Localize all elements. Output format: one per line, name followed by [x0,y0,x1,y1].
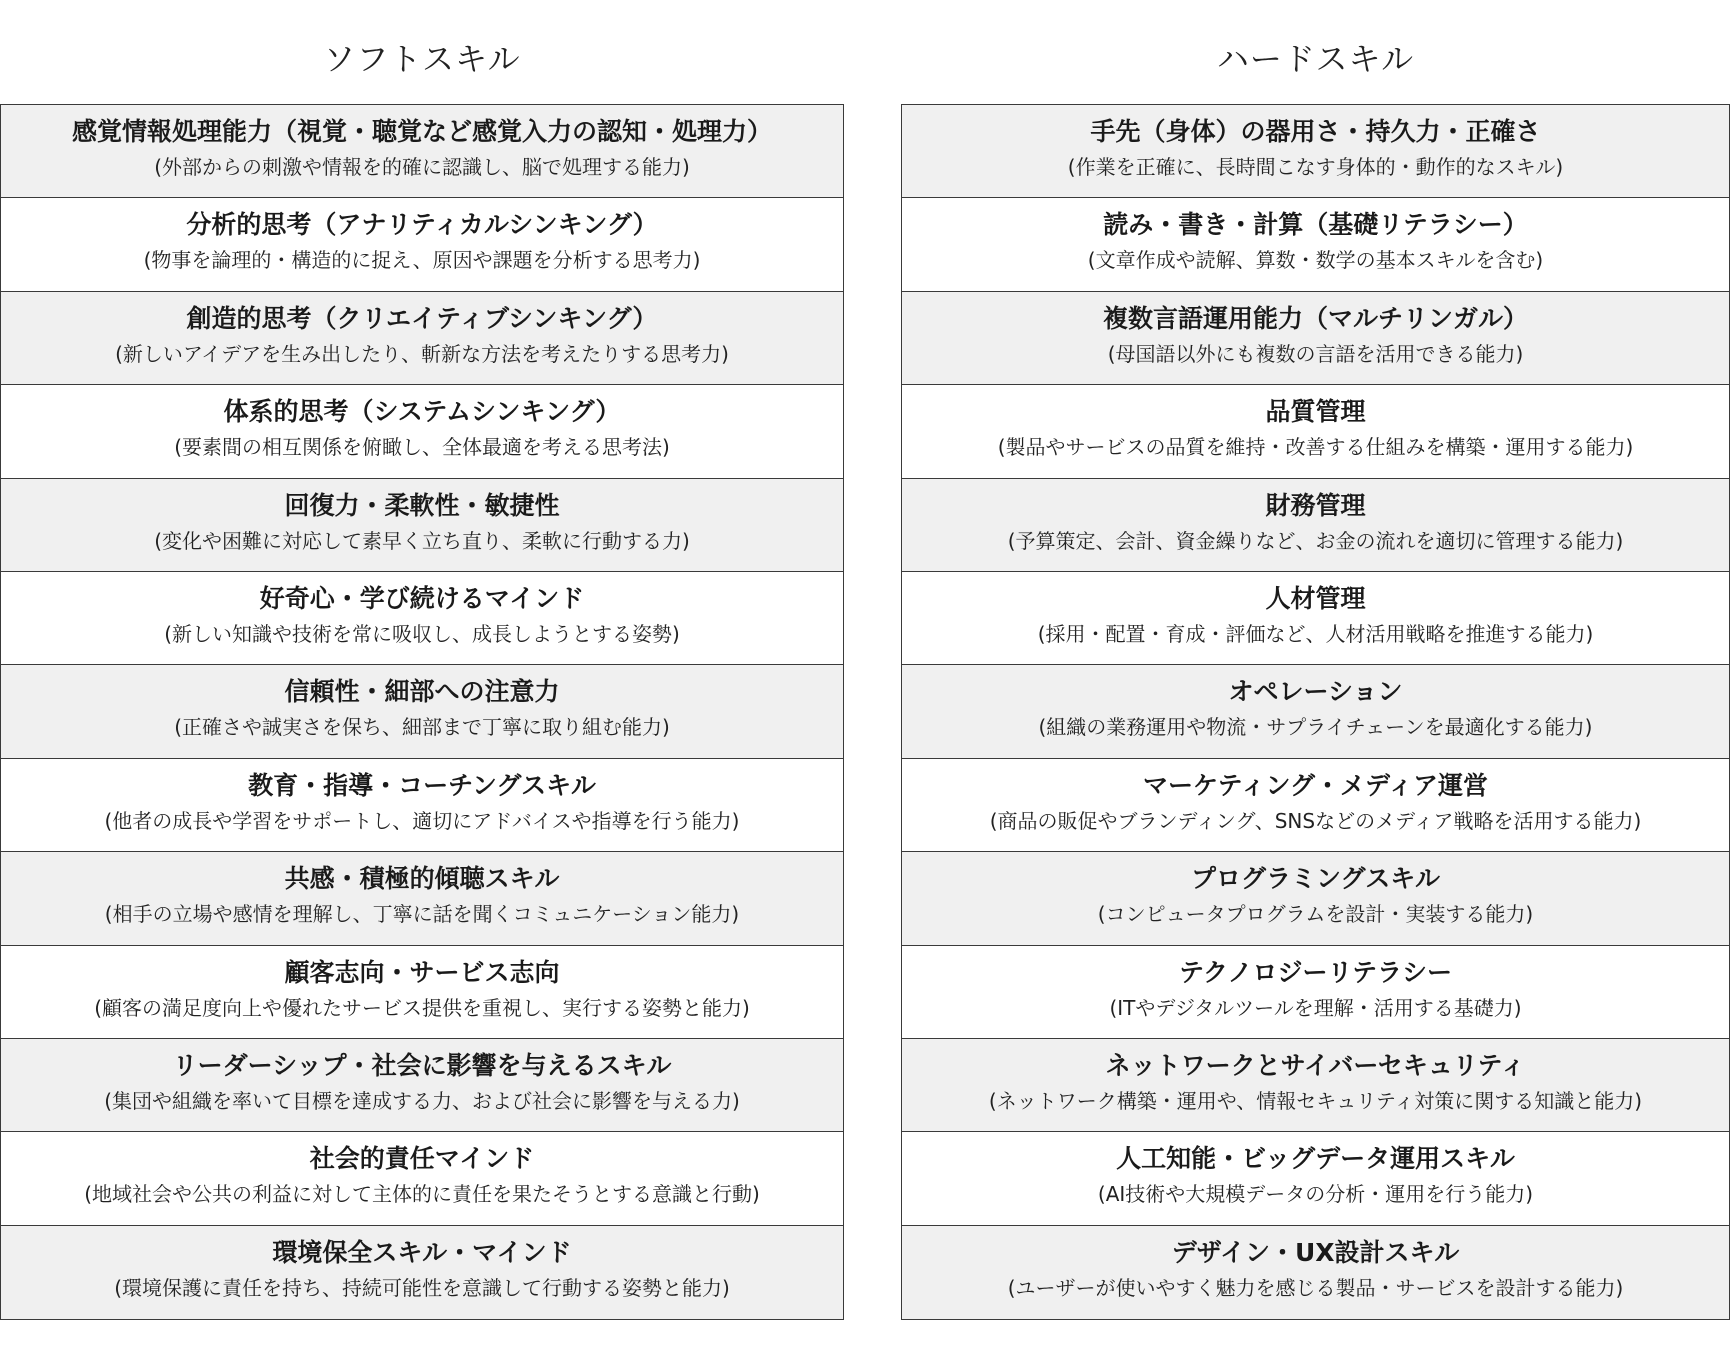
skill-description: (組織の業務運用や物流・サプライチェーンを最適化する能力) [1038,715,1593,740]
skill-description: (新しいアイデアを生み出したり、斬新な方法を考えたりする思考力) [115,341,729,366]
skill-title: 読み・書き・計算（基礎リテラシー） [1103,210,1528,240]
skill-description: (相手の立場や感情を理解し、丁寧に話を聞くコミュニケーション能力) [104,902,740,927]
table-row [902,1039,1729,1132]
skill-title: 分析的思考（アナリティカルシンキング） [186,210,658,240]
skill-title: 信頼性・細部への注意力 [284,677,560,707]
skill-description: (新しい知識や技術を常に吸収し、成長しようとする姿勢) [164,621,680,646]
skill-title: 人工知能・ビッグデータ運用スキル [1116,1144,1515,1174]
skill-title: 顧客志向・サービス志向 [284,957,560,987]
table-row [1,759,843,852]
skill-title: 感覚情報処理能力（視覚・聴覚など感覚入力の認知・処理力） [71,117,772,146]
table-row [1,572,843,665]
skill-description: (コンピュータプログラムを設計・実装する能力) [1097,902,1534,927]
table-row [902,1226,1729,1319]
skill-description: (環境保護に責任を持ち、持続可能性を意識して行動する姿勢と能力) [114,1275,730,1300]
skill-title: プログラミングスキル [1190,864,1440,894]
table-row [902,198,1729,291]
skill-description: (要素間の相互関係を俯瞰し、全体最適を考える思考法) [174,435,670,460]
table-row [1,946,843,1039]
table-row [1,1039,843,1132]
skill-description: (母国語以外にも複数の言語を活用できる能力) [1107,341,1524,366]
skill-description: (顧客の満足度向上や優れたサービス提供を重視し、実行する姿勢と能力) [94,995,750,1020]
table-row [902,385,1729,478]
skill-description: (ITやデジタルツールを理解・活用する基礎力) [1109,995,1522,1020]
skill-description: (変化や困難に対応して素早く立ち直り、柔軟に行動する力) [154,528,690,553]
table-row [902,572,1729,665]
skill-description: (物事を論理的・構造的に捉え、原因や課題を分析する思考力) [143,248,701,273]
table-row [902,105,1729,198]
skill-description: (文章作成や読解、算数・数学の基本スキルを含む) [1087,248,1544,273]
table-row [1,1132,843,1225]
skill-title: 品質管理 [1265,397,1366,427]
table-row [1,105,843,198]
skill-title: テクノロジーリテラシー [1178,957,1452,987]
hard-skills-heading: ハードスキル [1216,40,1415,78]
soft-skills-table [0,104,844,1320]
skill-description: (商品の販促やブランディング、SNSなどのメディア戦略を活用する能力) [989,808,1642,833]
table-row [1,1226,843,1319]
table-row [902,292,1729,385]
table-row [902,1132,1729,1225]
hard-skills-table [901,104,1730,1320]
skill-title: マーケティング・メディア運営 [1142,770,1488,800]
skill-description: (AI技術や大規模データの分析・運用を行う能力) [1097,1182,1534,1207]
skill-description: (集団や組織を率いて目標を達成する力、および社会に影響を与える力) [104,1088,740,1113]
table-row [902,946,1729,1039]
table-row [1,852,843,945]
skill-title: 共感・積極的傾聴スキル [284,864,560,894]
table-row [1,385,843,478]
table-row [902,665,1729,758]
table-row [902,479,1729,572]
table-row [902,852,1729,945]
skill-title: 好奇心・学び続けるマインド [259,583,585,613]
skill-title: オペレーション [1228,677,1403,707]
skill-title: ネットワークとサイバーセキュリティ [1105,1050,1526,1080]
soft-skills-heading: ソフトスキル [323,40,521,78]
skill-title: 複数言語運用能力（マルチリンガル） [1102,303,1528,333]
skill-title: デザイン・UX設計スキル [1171,1237,1460,1267]
skill-description: (地域社会や公共の利益に対して主体的に責任を果たそうとする意識と行動) [84,1182,760,1207]
skill-title: 環境保全スキル・マインド [272,1237,572,1267]
skill-description: (製品やサービスの品質を維持・改善する仕組みを構築・運用する能力) [997,435,1634,460]
skill-title: リーダーシップ・社会に影響を与えるスキル [172,1050,672,1080]
skill-title: 財務管理 [1265,490,1366,520]
skill-description: (採用・配置・育成・評価など、人材活用戦略を推進する能力) [1037,621,1594,646]
table-row [1,665,843,758]
skill-description: (作業を正確に、長時間こなす身体的・動作的なスキル) [1067,155,1564,179]
skill-description: (ユーザーが使いやすく魅力を感じる製品・サービスを設計する能力) [1007,1275,1624,1300]
skill-title: 回復力・柔軟性・敏捷性 [284,490,560,520]
table-row [1,292,843,385]
skill-description: (予算策定、会計、資金繰りなど、お金の流れを適切に管理する能力) [1007,528,1624,553]
skill-title: 手先（身体）の器用さ・持久力・正確さ [1090,117,1541,146]
skill-description: (ネットワーク構築・運用や、情報セキュリティ対策に関する知識と能力) [988,1088,1643,1113]
skill-title: 創造的思考（クリエイティブシンキング） [186,303,658,333]
table-row [1,198,843,291]
skill-title: 社会的責任マインド [309,1144,535,1174]
skill-title: 人材管理 [1265,583,1366,613]
skill-description: (外部からの刺激や情報を的確に認識し、脳で処理する能力) [154,155,690,179]
skill-title: 体系的思考（システムシンキング） [223,397,621,427]
table-row [1,479,843,572]
skill-description: (他者の成長や学習をサポートし、適切にアドバイスや指導を行う能力) [104,808,740,833]
table-row [902,759,1729,852]
skill-title: 教育・指導・コーチングスキル [248,770,596,800]
skill-description: (正確さや誠実さを保ち、細部まで丁寧に取り組む能力) [174,715,670,740]
